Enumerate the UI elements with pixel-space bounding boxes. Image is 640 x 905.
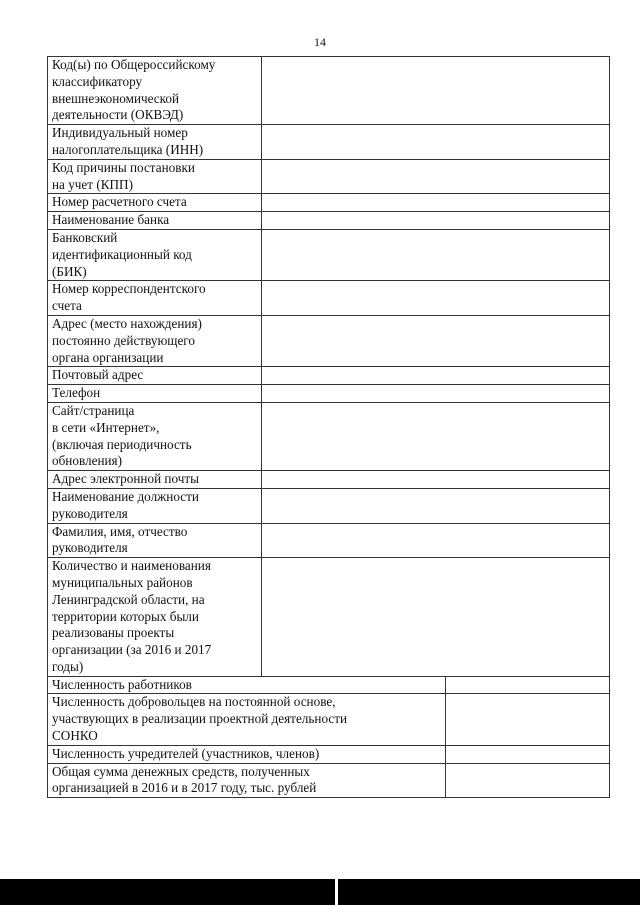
field-label: Количество и наименования муниципальных районов Ленинградской области, на территории которых были реализованы проекты организации (за 2016 и 2017 годы) bbox=[48, 558, 262, 677]
table-row bbox=[48, 315, 610, 366]
table-row bbox=[48, 694, 610, 745]
field-label: Номер корреспондентского счета bbox=[48, 281, 262, 316]
table-row bbox=[48, 402, 610, 470]
table-row bbox=[48, 471, 610, 489]
field-value[interactable] bbox=[262, 558, 610, 677]
field-label: Код причины постановки на учет (КПП) bbox=[48, 159, 262, 194]
organization-info-table bbox=[47, 56, 610, 798]
field-value[interactable] bbox=[262, 281, 610, 316]
field-label: Общая сумма денежных средств, полученных организацией в 2016 и в 2017 году, тыс. рублей bbox=[48, 763, 446, 798]
field-value[interactable] bbox=[262, 471, 610, 489]
field-label: Сайт/страница в сети «Интернет», (включая периодичность обновления) bbox=[48, 402, 262, 470]
field-value[interactable] bbox=[262, 402, 610, 470]
field-label: Наименование банка bbox=[48, 212, 262, 230]
field-value[interactable] bbox=[446, 694, 610, 745]
table-row bbox=[48, 229, 610, 280]
table-row bbox=[48, 57, 610, 125]
field-label: Номер расчетного счета bbox=[48, 194, 262, 212]
field-label: Код(ы) по Общероссийскому классификатору внешнеэкономической деятельности (ОКВЭД) bbox=[48, 57, 262, 125]
field-value[interactable] bbox=[446, 745, 610, 763]
table-row bbox=[48, 194, 610, 212]
scan-border-gap bbox=[335, 879, 338, 905]
table-row bbox=[48, 558, 610, 677]
field-value[interactable] bbox=[262, 488, 610, 523]
field-value[interactable] bbox=[446, 763, 610, 798]
page-number: 14 bbox=[314, 35, 326, 49]
field-label: Численность добровольцев на постоянной основе, участвующих в реализации проектной деятельности СОНКО bbox=[48, 694, 446, 745]
table-row bbox=[48, 281, 610, 316]
table-row bbox=[48, 763, 610, 798]
field-value[interactable] bbox=[262, 159, 610, 194]
field-label: Индивидуальный номер налогоплательщика (ИНН) bbox=[48, 125, 262, 160]
field-label: Численность учредителей (участников, членов) bbox=[48, 745, 446, 763]
field-label: Адрес электронной почты bbox=[48, 471, 262, 489]
field-label: Банковский идентификационный код (БИК) bbox=[48, 229, 262, 280]
field-label: Адрес (место нахождения) постоянно действующего органа организации bbox=[48, 315, 262, 366]
table-row bbox=[48, 676, 610, 694]
field-value[interactable] bbox=[262, 385, 610, 403]
table-row bbox=[48, 745, 610, 763]
scan-border bbox=[0, 879, 640, 905]
table-row bbox=[48, 125, 610, 160]
table-row bbox=[48, 212, 610, 230]
field-label: Численность работников bbox=[48, 676, 446, 694]
field-value[interactable] bbox=[262, 194, 610, 212]
field-value[interactable] bbox=[262, 125, 610, 160]
field-value[interactable] bbox=[262, 57, 610, 125]
table-row bbox=[48, 523, 610, 558]
field-value[interactable] bbox=[262, 315, 610, 366]
field-label: Почтовый адрес bbox=[48, 367, 262, 385]
field-label: Телефон bbox=[48, 385, 262, 403]
table-row bbox=[48, 385, 610, 403]
field-value[interactable] bbox=[262, 212, 610, 230]
field-value[interactable] bbox=[446, 676, 610, 694]
field-value[interactable] bbox=[262, 367, 610, 385]
table-row bbox=[48, 367, 610, 385]
table-row bbox=[48, 159, 610, 194]
field-value[interactable] bbox=[262, 523, 610, 558]
field-label: Наименование должности руководителя bbox=[48, 488, 262, 523]
field-value[interactable] bbox=[262, 229, 610, 280]
table-row bbox=[48, 488, 610, 523]
field-label: Фамилия, имя, отчество руководителя bbox=[48, 523, 262, 558]
